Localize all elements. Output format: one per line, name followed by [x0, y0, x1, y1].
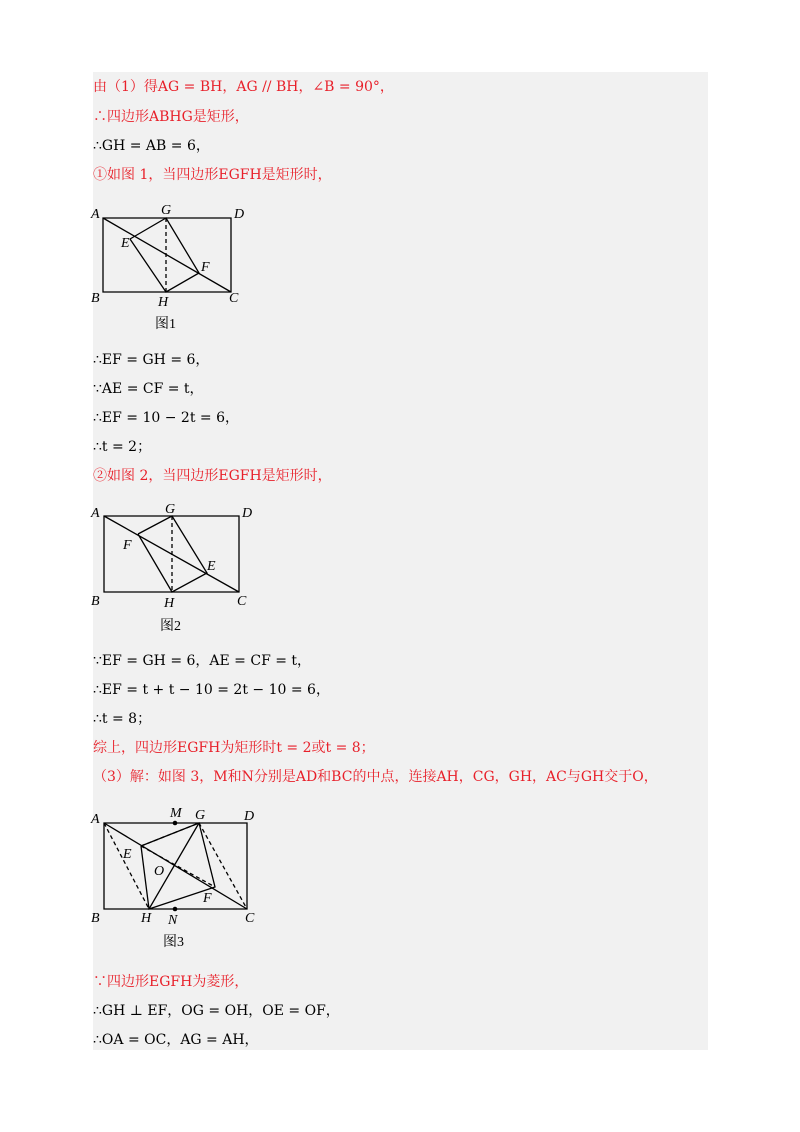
fig3-label-m: M [170, 806, 182, 821]
text-line-14: （3）解：如图 3，M和N分别是AD和BC的中点，连接AH，CG，GH，AC与GH交于O， [93, 769, 658, 785]
text-line-6: ∵AE = CF = t， [93, 381, 204, 397]
fig3-label-g: G [195, 808, 206, 823]
fig2-label-f: F [123, 538, 132, 553]
text-line-7: ∴EF = 10 − 2t = 6， [93, 410, 239, 426]
text-line-15: ∵四边形EGFH为菱形， [93, 974, 249, 990]
fig1-label-f: F [201, 260, 210, 275]
fig2-label-e: E [207, 559, 216, 574]
fig3-diagonal-ac [104, 823, 247, 909]
fig1-diagonal-ac [103, 218, 231, 292]
fig1-label-b: B [91, 291, 100, 306]
figure-2 [88, 497, 268, 642]
text-line-9: ②如图 2，当四边形EGFH是矩形时， [93, 468, 332, 484]
fig3-point-n [173, 907, 178, 912]
fig1-label-c: C [229, 291, 239, 306]
text-line-11: ∴EF = t + t − 10 = 2t − 10 = 6， [93, 682, 330, 698]
text-line-16: ∴GH ⊥ EF，OG = OH，OE = OF， [93, 1003, 340, 1019]
fig2-label-g: G [165, 502, 176, 517]
text-line-1: 由（1）得AG = BH，AG // BH，∠B = 90°， [93, 79, 394, 95]
fig3-label-e: E [123, 847, 132, 862]
text-line-12: ∴t = 8； [93, 711, 152, 727]
fig3-label-c: C [245, 911, 255, 926]
fig3-label-f: F [203, 891, 212, 906]
fig1-label-a: A [91, 207, 100, 222]
fig1-label-h: H [158, 295, 169, 310]
fig3-label-a: A [91, 812, 100, 827]
fig1-label-g: G [161, 203, 172, 218]
fig3-point-m [173, 821, 178, 826]
fig3-label-h: H [141, 911, 152, 926]
fig1-quad-egfh [130, 218, 199, 292]
fig3-label-d: D [244, 809, 255, 824]
fig2-label-h: H [164, 596, 175, 611]
text-line-10: ∵EF = GH = 6，AE = CF = t， [93, 653, 312, 669]
text-line-5: ∴EF = GH = 6， [93, 352, 210, 368]
fig3-caption: 图3 [163, 935, 184, 950]
fig1-label-e: E [121, 236, 130, 251]
text-line-8: ∴t = 2； [93, 439, 152, 455]
fig1-caption: 图1 [155, 317, 176, 332]
fig3-label-b: B [91, 911, 100, 926]
text-line-17: ∴OA = OC，AG = AH， [93, 1032, 259, 1048]
fig3-label-o: O [154, 864, 165, 879]
fig2-caption: 图2 [160, 619, 181, 634]
text-line-13: 综上，四边形EGFH为矩形时t = 2或t = 8； [93, 740, 375, 756]
fig3-label-n: N [168, 913, 178, 928]
fig1-label-d: D [234, 207, 245, 222]
text-line-2: ∴四边形ABHG是矩形， [93, 109, 249, 125]
fig2-label-c: C [237, 594, 247, 609]
text-line-4: ①如图 1，当四边形EGFH是矩形时， [93, 167, 332, 183]
figure-1 [88, 198, 268, 338]
fig2-label-b: B [91, 594, 100, 609]
text-line-3: ∴GH = AB = 6， [93, 138, 210, 154]
fig2-label-a: A [91, 506, 100, 521]
figure-3 [88, 801, 268, 951]
fig2-label-d: D [242, 506, 253, 521]
